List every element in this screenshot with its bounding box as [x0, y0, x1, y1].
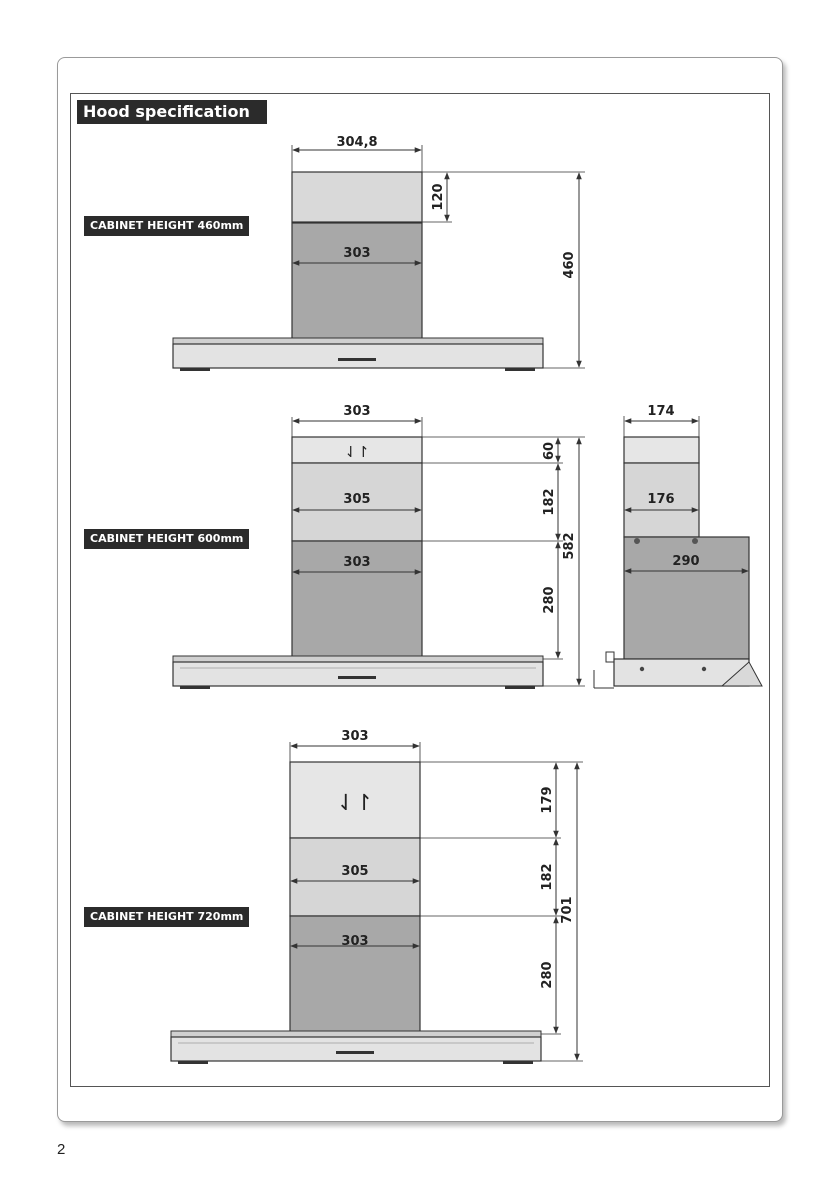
dim-middle-width: 305: [343, 492, 371, 507]
chimney-cap: [292, 172, 422, 222]
dim-h-top: 179: [540, 786, 555, 814]
chimney-body: [292, 223, 422, 341]
canopy-top: [171, 1031, 541, 1037]
dim-h-mid: 182: [542, 488, 557, 516]
dim-h-low: 280: [540, 961, 555, 989]
foot: [505, 368, 535, 371]
foot: [180, 368, 210, 371]
side-view: [594, 404, 762, 688]
dim-h-mid: 182: [540, 863, 555, 891]
drawing-720: [171, 729, 583, 1064]
drawing-600: [173, 404, 585, 689]
control-panel: [336, 1051, 374, 1054]
control-panel: [338, 676, 376, 679]
cabinet-label-600: CABINET HEIGHT 600mm: [84, 529, 249, 549]
cabinet-label-720: CABINET HEIGHT 720mm: [84, 907, 249, 927]
drawing-460: [173, 135, 585, 371]
dim-top-width: 303: [343, 404, 371, 419]
section-title: Hood specification: [77, 100, 267, 124]
canopy-body: [171, 1037, 541, 1061]
dim-total-height: 701: [560, 896, 575, 924]
dim-total-height: 460: [562, 251, 577, 279]
dim-chimney-width: 303: [343, 246, 371, 261]
dim-h-low: 280: [542, 586, 557, 614]
dim-h-top: 60: [542, 441, 557, 461]
dim-side-base: 290: [672, 554, 700, 569]
adjust-arrows-icon: ⇃↾: [344, 443, 370, 461]
control-panel: [338, 358, 376, 361]
dim-side-mid: 176: [647, 492, 675, 507]
dim-chimney-width: 303: [343, 555, 371, 570]
cabinet-label-460: CABINET HEIGHT 460mm: [84, 216, 249, 236]
dim-cap-height: 120: [431, 183, 446, 211]
foot: [503, 1061, 533, 1064]
adjust-arrows-icon: ⇃↾: [336, 791, 374, 816]
page-number: 2: [57, 1141, 66, 1158]
foot: [178, 1061, 208, 1064]
dim-top-width: 303: [341, 729, 369, 744]
foot: [180, 686, 210, 689]
canopy-top: [173, 338, 543, 344]
dim-total-height: 582: [562, 532, 577, 560]
foot: [505, 686, 535, 689]
dim-side-top: 174: [647, 404, 675, 419]
canopy-body: [173, 344, 543, 368]
canopy-body: [173, 662, 543, 686]
dim-chimney-width: 303: [341, 934, 369, 949]
side-top: [624, 437, 699, 463]
dim-middle-width: 305: [341, 864, 369, 879]
dim-top-width: 304,8: [336, 135, 378, 150]
canopy-top: [173, 656, 543, 662]
